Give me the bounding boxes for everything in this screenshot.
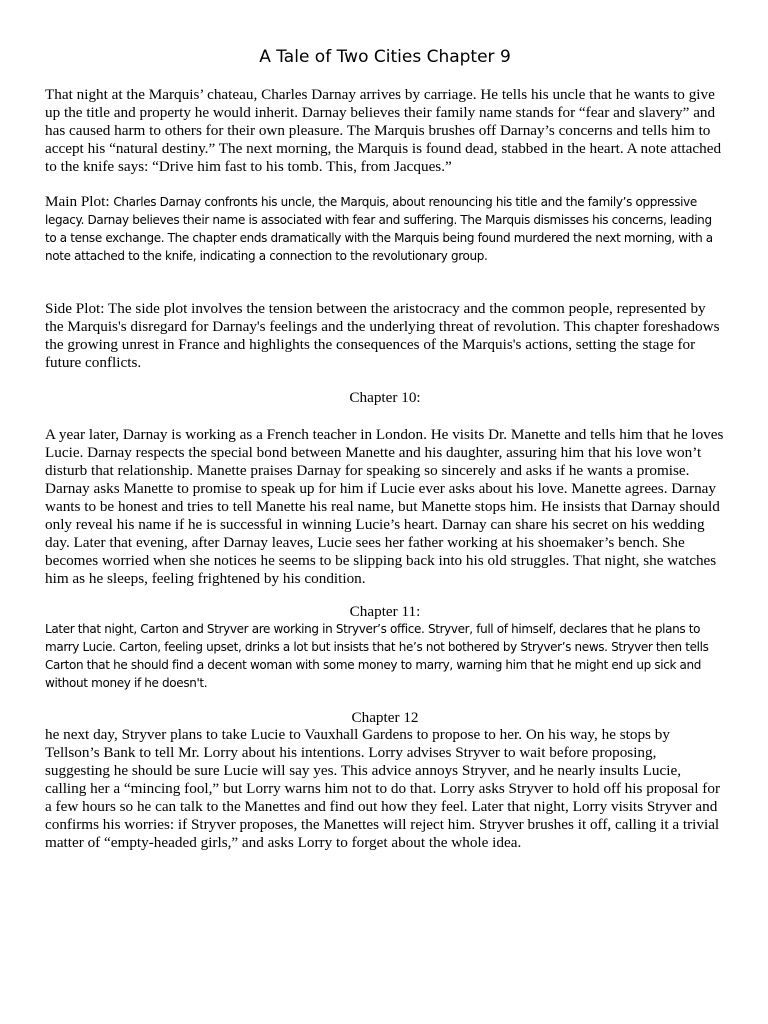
chapter-12-paragraph: he next day, Stryver plans to take Lucie to Vauxhall Gardens to propose to her. On his way, he stops by Tellson’s Bank to tell Mr. Lorry about his intentions. Lorry advises Stryver to wait before proposing, suggesting he should be sure Lucie will say yes. This advice annoys Stryver, and he nearly insults Lucie, calling her a “mincing fool,” but Lorry warns him not to do that. Lorry asks Stryver to hold off his proposal for a few hours so he can talk to the Manettes and find out how they feel. Later that night, Lorry visits Stryver and confirms his worries: if Stryver proposes, the Manettes will reject him. Stryver brushes it off, calling it a trivial matter of “empty-headed girls,” and asks Lorry to forget about the whole idea. — [45, 726, 721, 851]
chapter-10-paragraph: A year later, Darnay is working as a French teacher in London. He visits Dr. Manette and tells him that he loves Lucie. Darnay respects the special bond between Manette and his daughter, assuring him that his love won’t disturb that relationship. Manette praises Darnay for speaking so sincerely and asks if he wants a promise. Darnay asks Manette to promise to speak up for him if Lucie ever asks about his love. Manette agrees. Darnay wants to be honest and tries to tell Manette his real name, but Manette stops him. He insists that Darnay should only reveal his name if he is successful in winning Lucie’s heart. Darnay can share his secret on his wedding day. Later that evening, after Darnay leaves, Lucie sees her father working at his shoemaker’s bench. She becomes worried when she notices he seems to be slipping back into his old struggles. That night, she watches him as he sleeps, feeling frightened by his condition. — [45, 426, 724, 587]
chapter-12-heading: Chapter 12 — [351, 709, 419, 726]
main-plot-label: Main Plot: — [45, 193, 114, 210]
chapter-10-heading: Chapter 10: — [349, 389, 421, 406]
document-title: A Tale of Two Cities Chapter 9 — [259, 47, 511, 67]
chapter-11-heading: Chapter 11: — [349, 603, 421, 620]
side-plot-paragraph: Side Plot: The side plot involves the tension between the aristocracy and the common people, represented by the Marquis's disregard for Darnay's feelings and the underlying threat of revolution. This chapter foreshadows the growing unrest in France and highlights the consequences of the Marquis's actions, setting the stage for future conflicts. — [45, 300, 720, 371]
main-plot-paragraph — [45, 193, 725, 265]
chapter-11-paragraph: Later that night, Carton and Stryver are working in Stryver’s office. Stryver, full of himself, declares that he plans to marry Lucie. Carton, feeling upset, drinks a lot but insists that he’s not bothered by Stryver’s news. Stryver then tells Carton that he should find a decent woman with some money to marry, warning him that he might end up sick and without money if he doesn't. — [45, 622, 709, 690]
main-plot-text: Charles Darnay confronts his uncle, the Marquis, about renouncing his title and the family’s oppressive legacy. Darnay believes their name is associated with fear and suffering. The Marquis dismisses his concerns, leading to a tense exchange. The chapter ends dramatically with the Marquis being found murdered the next morning, with a note attached to the knife, indicating a connection to the revolutionary group. — [45, 195, 713, 263]
intro-paragraph: That night at the Marquis’ chateau, Charles Darnay arrives by carriage. He tells his uncle that he wants to give up the title and property he would inherit. Darnay believes their family name stands for “fear and slavery” and has caused harm to others for their own pleasure. The Marquis brushes off Darnay’s concerns and tells him to accept his “natural destiny.” The next morning, the Marquis is found dead, stabbed in the heart. A note attached to the knife says: “Drive him fast to his tomb. This, from Jacques.” — [45, 86, 722, 175]
